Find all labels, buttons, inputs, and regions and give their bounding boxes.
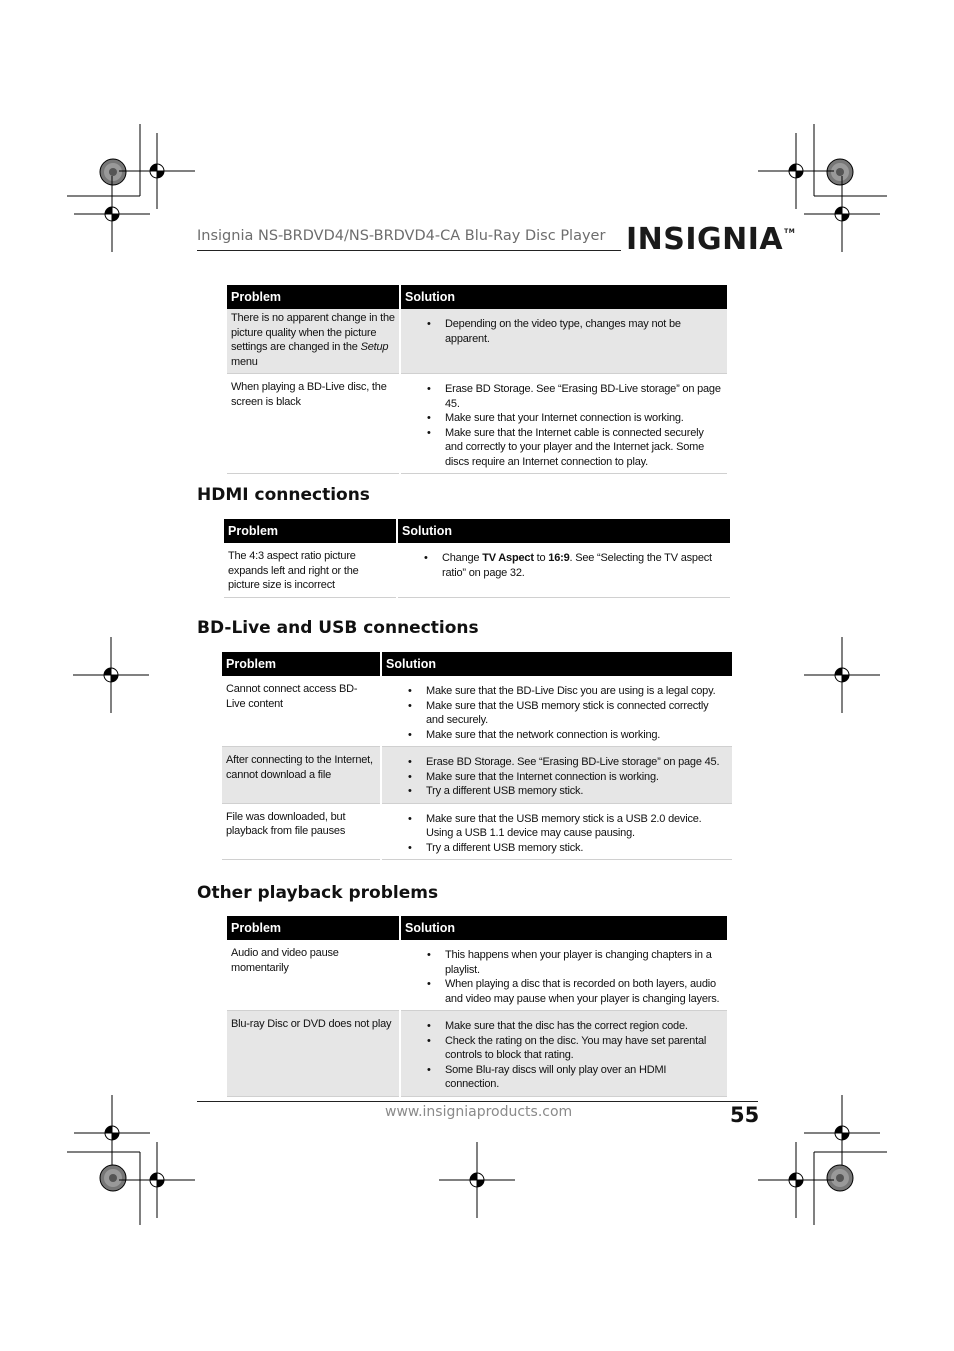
page-number: 55 bbox=[730, 1103, 760, 1127]
troubleshooting-table-hdmi bbox=[224, 519, 730, 598]
solution-cell bbox=[400, 309, 727, 374]
section-title-hdmi: HDMI connections bbox=[197, 485, 370, 505]
list-item: • Erase BD Storage. See “Erasing BD-Live storage” on page 45. bbox=[445, 382, 723, 411]
section-title-other-playback: Other playback problems bbox=[197, 883, 439, 903]
header-rule bbox=[197, 250, 621, 251]
troubleshooting-table-other bbox=[227, 916, 727, 1097]
list-item: • Try a different USB memory stick. bbox=[426, 841, 728, 856]
problem-cell: There is no apparent change in the picture quality when the picture settings are changed in the Setup menu bbox=[227, 309, 400, 374]
list-item: • Make sure that the BD-Live Disc you are using is a legal copy. bbox=[426, 684, 728, 699]
solution-cell bbox=[381, 747, 732, 804]
problem-cell: After connecting to the Internet, cannot download a file bbox=[222, 747, 381, 804]
list-item: • Depending on the video type, changes may not be apparent. bbox=[445, 317, 723, 346]
problem-cell: When playing a BD-Live disc, the screen is black bbox=[227, 374, 400, 474]
table-row bbox=[222, 676, 732, 747]
list-item: • Make sure that the USB memory stick is connected correctly and securely. bbox=[426, 699, 728, 728]
column-header-solution: Solution bbox=[400, 285, 727, 309]
table-row bbox=[222, 803, 732, 860]
column-header-problem: Problem bbox=[227, 916, 400, 940]
list-item: • When playing a disc that is recorded on both layers, audio and video may pause when your player is changing layers. bbox=[445, 977, 723, 1006]
solution-cell bbox=[400, 940, 727, 1011]
solution-cell bbox=[397, 543, 730, 597]
table-row bbox=[227, 374, 727, 474]
list-item: • Make sure that the network connection is working. bbox=[426, 728, 728, 743]
table-row bbox=[222, 747, 732, 804]
problem-cell: File was downloaded, but playback from file pauses bbox=[222, 803, 381, 860]
list-item: • Some Blu-ray discs will only play over an HDMI connection. bbox=[445, 1063, 723, 1092]
table-row bbox=[227, 940, 727, 1011]
list-item: • Make sure that the Internet cable is connected securely and correctly to your player and the Internet jack. Some discs require an Internet connection to play. bbox=[445, 426, 723, 470]
table-header-row bbox=[224, 519, 730, 543]
list-item: • Make sure that your Internet connection is working. bbox=[445, 411, 723, 426]
list-item: • Erase BD Storage. See “Erasing BD-Live storage” on page 45. bbox=[426, 755, 728, 770]
column-header-problem: Problem bbox=[227, 285, 400, 309]
problem-cell: Audio and video pause momentarily bbox=[227, 940, 400, 1011]
list-item: • This happens when your player is changing chapters in a playlist. bbox=[445, 948, 723, 977]
table-header-row bbox=[227, 916, 727, 940]
troubleshooting-table-picture bbox=[227, 285, 727, 474]
solution-cell bbox=[381, 676, 732, 747]
column-header-solution: Solution bbox=[397, 519, 730, 543]
table-header-row bbox=[227, 285, 727, 309]
problem-cell: Cannot connect access BD-Live content bbox=[222, 676, 381, 747]
column-header-problem: Problem bbox=[224, 519, 397, 543]
logo-text: INSIGNIA bbox=[626, 222, 784, 257]
list-item: • Change TV Aspect to 16:9. See “Selecting the TV aspect ratio” on page 32. bbox=[442, 551, 726, 580]
footer-url: www.insigniaproducts.com bbox=[385, 1104, 573, 1120]
problem-cell: The 4:3 aspect ratio picture expands left and right or the picture size is incorrect bbox=[224, 543, 397, 597]
solution-cell bbox=[400, 374, 727, 474]
column-header-solution: Solution bbox=[400, 916, 727, 940]
list-item: • Try a different USB memory stick. bbox=[426, 784, 728, 799]
list-item: • Make sure that the disc has the correct region code. bbox=[445, 1019, 723, 1034]
list-item: • Make sure that the Internet connection is working. bbox=[426, 770, 728, 785]
troubleshooting-table-bdlive bbox=[222, 652, 732, 860]
solution-cell bbox=[400, 1011, 727, 1097]
section-title-bdlive: BD-Live and USB connections bbox=[197, 618, 479, 638]
table-header-row bbox=[222, 652, 732, 676]
column-header-solution: Solution bbox=[381, 652, 732, 676]
table-row bbox=[227, 1011, 727, 1097]
insignia-logo bbox=[626, 222, 795, 257]
footer-rule bbox=[197, 1101, 758, 1102]
list-item: • Check the rating on the disc. You may have set parental controls to block that rating. bbox=[445, 1034, 723, 1063]
logo-trademark: TM bbox=[784, 228, 796, 235]
solution-cell bbox=[381, 803, 732, 860]
table-row bbox=[227, 309, 727, 374]
column-header-problem: Problem bbox=[222, 652, 381, 676]
problem-cell: Blu-ray Disc or DVD does not play bbox=[227, 1011, 400, 1097]
table-row bbox=[224, 543, 730, 597]
header-title: Insignia NS-BRDVD4/NS-BRDVD4-CA Blu-Ray Disc Player bbox=[197, 228, 606, 244]
list-item: • Make sure that the USB memory stick is a USB 2.0 device. Using a USB 1.1 device may cause pausing. bbox=[426, 812, 728, 841]
